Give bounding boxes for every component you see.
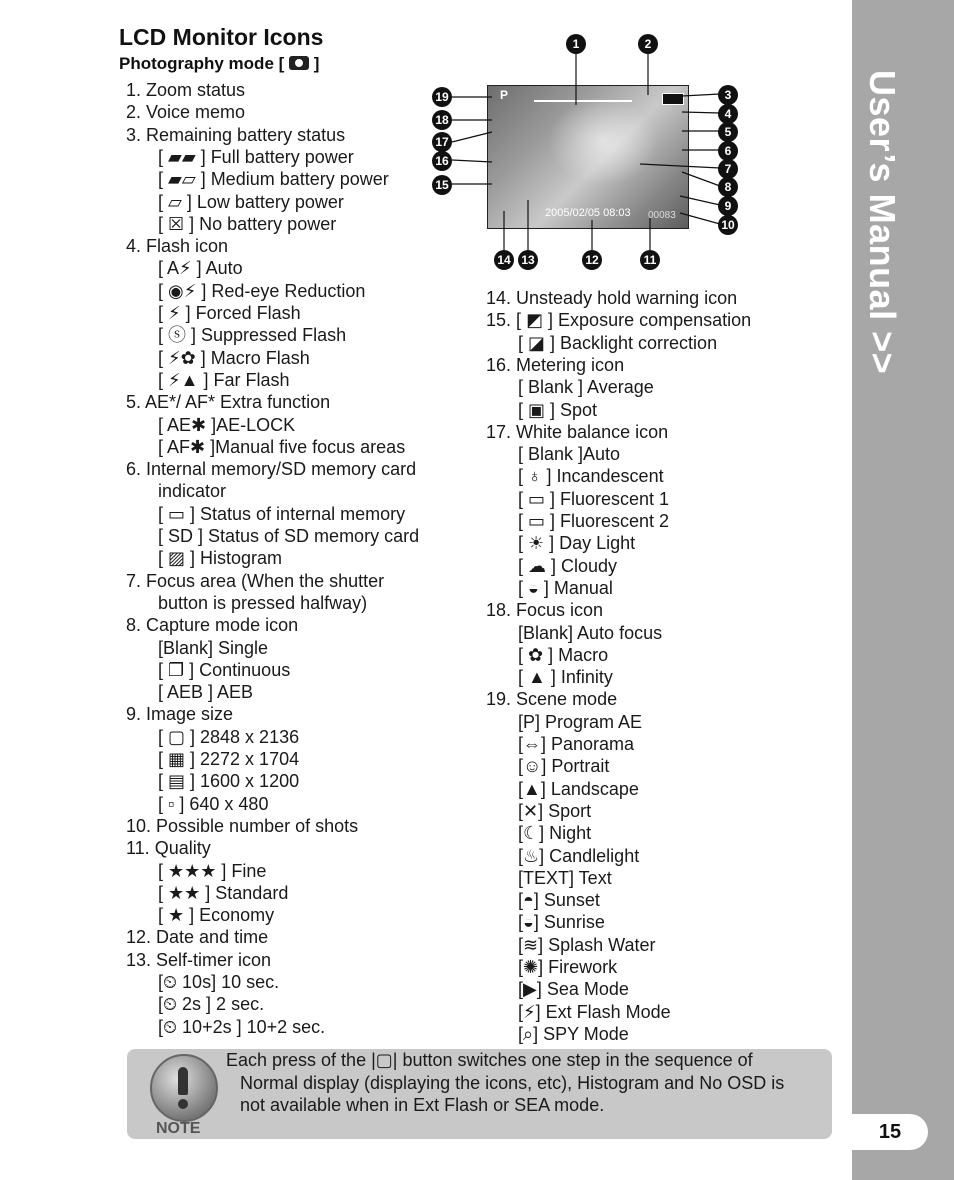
left-list-line: 2. Voice memo bbox=[126, 102, 246, 123]
right-list-line: [Blank] Auto focus bbox=[518, 622, 663, 643]
right-list-line: [☾] Night bbox=[518, 823, 592, 844]
note-line: Normal display (displaying the icons, etc), Histogram and No OSD is bbox=[240, 1072, 785, 1093]
right-list-line: 17. White balance icon bbox=[486, 421, 669, 442]
right-list-line: [ ♁ ] Incandescent bbox=[518, 466, 664, 487]
lcd-shots-count: 00083 bbox=[648, 210, 676, 221]
left-list-line: [ ❐ ] Continuous bbox=[158, 659, 291, 680]
callout-marker: 5 bbox=[718, 122, 738, 142]
callout-marker: 15 bbox=[432, 175, 452, 195]
callout-marker: 19 bbox=[432, 87, 452, 107]
callout-marker: 12 bbox=[582, 250, 602, 270]
right-list-line: [TEXT] Text bbox=[518, 867, 612, 888]
left-list-line: 13. Self-timer icon bbox=[126, 949, 272, 970]
left-list-line: [ ★★★ ] Fine bbox=[158, 860, 267, 881]
left-list-line: [ ▤ ] 1600 x 1200 bbox=[158, 771, 300, 792]
left-list-line: [ ▨ ] Histogram bbox=[158, 548, 283, 569]
page-number: 15 bbox=[852, 1114, 928, 1150]
left-list-line: 6. Internal memory/SD memory card bbox=[126, 459, 417, 480]
callout-marker: 14 bbox=[494, 250, 514, 270]
callout-marker: 2 bbox=[638, 34, 658, 54]
left-list-line: button is pressed halfway) bbox=[158, 592, 368, 613]
page-heading: LCD Monitor Icons bbox=[119, 24, 324, 50]
right-list-line: [ ◒ ] Manual bbox=[518, 577, 613, 598]
callout-marker: 3 bbox=[718, 85, 738, 105]
right-list-line: [✺] Firework bbox=[518, 957, 618, 977]
right-list-line: [▲] Landscape bbox=[518, 778, 639, 799]
callout-leader-lines bbox=[0, 0, 954, 300]
right-list-line: [ Blank ]Auto bbox=[518, 444, 621, 465]
left-list-line: [ ★ ] Economy bbox=[158, 905, 275, 926]
right-list-line: [☺] Portrait bbox=[518, 756, 610, 777]
callout-marker: 17 bbox=[432, 132, 452, 152]
left-list-line: [ ⚡✿ ] Macro Flash bbox=[158, 347, 310, 368]
left-list-line: 10. Possible number of shots bbox=[126, 815, 359, 836]
left-list-line: [ ▢ ] 2848 x 2136 bbox=[158, 726, 300, 747]
left-list-line: [ ⚡ ] Forced Flash bbox=[158, 303, 301, 323]
right-list-line: [P] Program AE bbox=[518, 711, 643, 732]
left-list-line: [ ◉⚡ ] Red-eye Reduction bbox=[158, 280, 366, 301]
lcd-mode-label: P bbox=[500, 88, 509, 102]
left-list-line: 9. Image size bbox=[126, 704, 234, 725]
right-list-line: [⇔] Panorama bbox=[518, 734, 635, 754]
right-list-line: [⌕] SPY Mode bbox=[518, 1023, 629, 1044]
left-list-line: 7. Focus area (When the shutter bbox=[126, 570, 385, 591]
lcd-date-time: 2005/02/05 08:03 bbox=[545, 207, 631, 219]
left-list-line: 11. Quality bbox=[126, 838, 211, 859]
note-text bbox=[226, 1049, 826, 1117]
callout-marker: 18 bbox=[432, 110, 452, 130]
right-list-line: [ ▭ ] Fluorescent 2 bbox=[518, 511, 670, 531]
right-list-line: 16. Metering icon bbox=[486, 354, 625, 375]
left-list-line: indicator bbox=[158, 481, 227, 502]
callout-marker: 16 bbox=[432, 151, 452, 171]
right-list-line: [ ▭ ] Fluorescent 1 bbox=[518, 488, 670, 509]
left-list-line: [ ▰▱ ] Medium battery power bbox=[158, 169, 389, 190]
right-list-line: 19. Scene mode bbox=[486, 689, 618, 710]
note-label: NOTE bbox=[156, 1120, 201, 1137]
right-list-line: [ ▣ ] Spot bbox=[518, 399, 598, 420]
left-list-line: [Blank] Single bbox=[158, 637, 269, 658]
right-list-line: [♨] Candlelight bbox=[518, 845, 640, 866]
left-list-line: [ ⚡▲ ] Far Flash bbox=[158, 369, 290, 390]
left-list-line: [ ⓢ ] Suppressed Flash bbox=[158, 325, 347, 346]
callout-marker: 9 bbox=[718, 196, 738, 216]
left-list-line: [ ▦ ] 2272 x 1704 bbox=[158, 749, 300, 769]
right-list-line: [⚡] Ext Flash Mode bbox=[518, 1001, 671, 1022]
callout-marker: 8 bbox=[718, 177, 738, 197]
right-list-line: [ ✿ ] Macro bbox=[518, 644, 609, 665]
left-list-line: [ AE✱ ]AE-LOCK bbox=[158, 414, 296, 435]
left-list-line: 1. Zoom status bbox=[126, 80, 246, 100]
manual-side-title: User’s Manual >> bbox=[862, 70, 903, 375]
right-list-line: [▶] Sea Mode bbox=[518, 979, 629, 1000]
right-list-line: 18. Focus icon bbox=[486, 600, 604, 621]
left-list-line: [⏲ 2s ] 2 sec. bbox=[158, 994, 265, 1015]
left-list-line: 5. AE*/ AF* Extra function bbox=[126, 392, 331, 413]
left-list-line: 8. Capture mode icon bbox=[126, 615, 299, 636]
right-list-line: 15. [ ◩ ] Exposure compensation bbox=[486, 310, 752, 331]
callout-marker: 6 bbox=[718, 141, 738, 161]
exclamation-icon bbox=[150, 1054, 218, 1122]
right-list-line: [◒] Sunrise bbox=[518, 912, 605, 933]
subheading-suffix: ] bbox=[313, 54, 320, 73]
right-list-line: 14. Unsteady hold warning icon bbox=[486, 288, 738, 308]
right-list-line: [◓] Sunset bbox=[518, 890, 600, 911]
right-list-line: [ Blank ] Average bbox=[518, 377, 654, 398]
left-list-line: 12. Date and time bbox=[126, 927, 269, 948]
note-line: Each press of the |▢| button switches one step in the sequence of bbox=[226, 1050, 753, 1070]
left-list-line: 3. Remaining battery status bbox=[126, 124, 346, 145]
right-list-line: [ ☁ ] Cloudy bbox=[518, 555, 618, 576]
callout-marker: 4 bbox=[718, 104, 738, 124]
left-list-line: [⏲ 10s] 10 sec. bbox=[158, 972, 280, 992]
left-list-line: [ AEB ] AEB bbox=[158, 682, 254, 703]
left-list-line: [ SD ] Status of SD memory card bbox=[158, 526, 420, 546]
right-list-line: [✕] Sport bbox=[518, 800, 592, 821]
left-list-line: [ ★★ ] Standard bbox=[158, 882, 289, 903]
callout-marker: 10 bbox=[718, 215, 738, 235]
right-list-line: [≋] Splash Water bbox=[518, 934, 656, 955]
note-line: not available when in Ext Flash or SEA mode. bbox=[240, 1095, 605, 1115]
left-list-line: 4. Flash icon bbox=[126, 236, 229, 257]
left-list-line: [ AF✱ ]Manual five focus areas bbox=[158, 436, 406, 457]
callout-marker: 1 bbox=[566, 34, 586, 54]
subheading-prefix: Photography mode [ bbox=[119, 54, 285, 73]
left-list-line: [ ☒ ] No battery power bbox=[158, 213, 337, 234]
right-list-line: [ ▲ ] Infinity bbox=[518, 667, 613, 688]
left-list-line: [ A⚡ ] Auto bbox=[158, 258, 243, 279]
left-list-line: [ ▰▰ ] Full battery power bbox=[158, 146, 354, 167]
callout-marker: 7 bbox=[718, 159, 738, 179]
left-list-line: [ ▭ ] Status of internal memory bbox=[158, 503, 406, 524]
left-list-line: [⏲ 10+2s ] 10+2 sec. bbox=[158, 1016, 326, 1037]
right-list-line: [ ◪ ] Backlight correction bbox=[518, 332, 718, 353]
left-list-line: [ ▱ ] Low battery power bbox=[158, 191, 344, 212]
callout-marker: 11 bbox=[640, 250, 660, 270]
left-list-line: [ ▫ ] 640 x 480 bbox=[158, 793, 269, 814]
callout-marker: 13 bbox=[518, 250, 538, 270]
right-list-line: [ ☀ ] Day Light bbox=[518, 533, 636, 554]
